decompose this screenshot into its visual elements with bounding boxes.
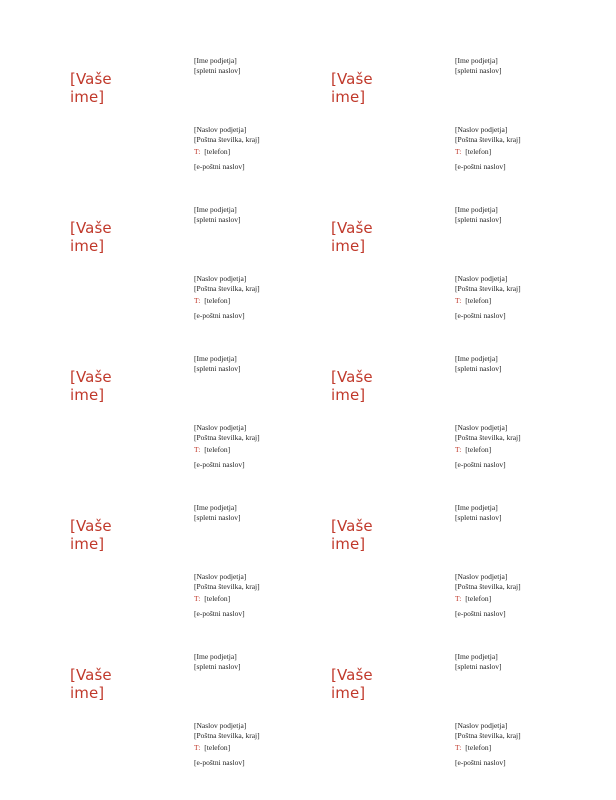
phone-number: [telefon]: [204, 445, 231, 454]
card-address-block: [455, 572, 521, 591]
phone-prefix: T:: [455, 743, 462, 752]
name-line-2: ime]: [70, 386, 105, 404]
company-name: [Ime podjetja]: [194, 652, 237, 661]
business-card: [331, 646, 561, 786]
name-line-1: [Vaše: [70, 517, 112, 535]
company-name: [Ime podjetja]: [194, 354, 237, 363]
name-line-1: [Vaše: [70, 666, 112, 684]
card-address-block: [455, 274, 521, 293]
card-email: [e-poštni naslov]: [194, 311, 245, 320]
phone-number: [telefon]: [204, 743, 231, 752]
address-line-1: [Naslov podjetja]: [194, 423, 247, 432]
website: [spletni naslov]: [455, 65, 502, 75]
card-name: [70, 368, 112, 404]
card-address-block: [455, 423, 521, 442]
business-card: [331, 497, 561, 637]
phone-prefix: T:: [194, 296, 201, 305]
card-phone: [194, 445, 230, 455]
name-line-1: [Vaše: [70, 70, 112, 88]
name-line-2: ime]: [70, 684, 105, 702]
phone-number: [telefon]: [204, 147, 231, 156]
card-company-block: [455, 56, 501, 75]
card-name: [70, 517, 112, 553]
business-card: [70, 348, 300, 488]
address-line-2: [Poštna številka, kraj]: [455, 134, 521, 144]
address-line-2: [Poštna številka, kraj]: [455, 581, 521, 591]
company-name: [Ime podjetja]: [455, 56, 498, 65]
address-line-2: [Poštna številka, kraj]: [455, 283, 521, 293]
card-email: [e-poštni naslov]: [455, 609, 506, 618]
name-line-2: ime]: [331, 684, 366, 702]
card-email: [e-poštni naslov]: [455, 162, 506, 171]
address-line-1: [Naslov podjetja]: [455, 572, 508, 581]
address-line-2: [Poštna številka, kraj]: [194, 134, 260, 144]
website: [spletni naslov]: [194, 512, 241, 522]
address-line-1: [Naslov podjetja]: [455, 274, 508, 283]
website: [spletni naslov]: [194, 214, 241, 224]
website: [spletni naslov]: [455, 363, 502, 373]
name-line-1: [Vaše: [331, 70, 373, 88]
card-phone: [455, 743, 491, 753]
address-line-1: [Naslov podjetja]: [194, 125, 247, 134]
card-company-block: [194, 354, 240, 373]
card-company-block: [455, 503, 501, 522]
name-line-2: ime]: [70, 535, 105, 553]
business-card: [70, 50, 300, 190]
card-email: [e-poštni naslov]: [455, 311, 506, 320]
address-line-1: [Naslov podjetja]: [455, 125, 508, 134]
company-name: [Ime podjetja]: [194, 205, 237, 214]
name-line-1: [Vaše: [70, 219, 112, 237]
name-line-2: ime]: [70, 237, 105, 255]
card-email: [e-poštni naslov]: [194, 609, 245, 618]
card-name: [70, 70, 112, 106]
address-line-2: [Poštna številka, kraj]: [455, 432, 521, 442]
card-name: [331, 219, 373, 255]
phone-prefix: T:: [455, 594, 462, 603]
card-phone: [194, 594, 230, 604]
phone-number: [telefon]: [465, 296, 492, 305]
card-email: [e-poštni naslov]: [194, 162, 245, 171]
address-line-1: [Naslov podjetja]: [194, 572, 247, 581]
card-address-block: [194, 423, 260, 442]
card-company-block: [194, 503, 240, 522]
company-name: [Ime podjetja]: [455, 205, 498, 214]
address-line-2: [Poštna številka, kraj]: [194, 432, 260, 442]
address-line-2: [Poštna številka, kraj]: [455, 730, 521, 740]
phone-number: [telefon]: [465, 743, 492, 752]
company-name: [Ime podjetja]: [455, 354, 498, 363]
card-company-block: [194, 56, 240, 75]
card-company-block: [455, 354, 501, 373]
address-line-2: [Poštna številka, kraj]: [194, 283, 260, 293]
name-line-2: ime]: [331, 386, 366, 404]
address-line-2: [Poštna številka, kraj]: [194, 581, 260, 591]
name-line-2: ime]: [331, 88, 366, 106]
card-name: [331, 666, 373, 702]
card-phone: [194, 743, 230, 753]
phone-number: [telefon]: [465, 594, 492, 603]
business-card: [70, 199, 300, 339]
name-line-2: ime]: [70, 88, 105, 106]
card-name: [70, 219, 112, 255]
website: [spletni naslov]: [455, 214, 502, 224]
phone-prefix: T:: [455, 445, 462, 454]
address-line-1: [Naslov podjetja]: [455, 423, 508, 432]
address-line-1: [Naslov podjetja]: [194, 274, 247, 283]
name-line-1: [Vaše: [331, 666, 373, 684]
name-line-2: ime]: [331, 535, 366, 553]
phone-prefix: T:: [194, 594, 201, 603]
business-card: [331, 348, 561, 488]
card-address-block: [194, 274, 260, 293]
name-line-1: [Vaše: [331, 517, 373, 535]
website: [spletni naslov]: [194, 661, 241, 671]
card-phone: [455, 147, 491, 157]
card-company-block: [194, 205, 240, 224]
card-name: [331, 368, 373, 404]
card-company-block: [455, 652, 501, 671]
card-email: [e-poštni naslov]: [455, 460, 506, 469]
phone-number: [telefon]: [204, 594, 231, 603]
card-address-block: [194, 125, 260, 144]
card-address-block: [194, 721, 260, 740]
card-company-block: [194, 652, 240, 671]
phone-prefix: T:: [455, 296, 462, 305]
website: [spletni naslov]: [194, 65, 241, 75]
card-email: [e-poštni naslov]: [194, 460, 245, 469]
company-name: [Ime podjetja]: [194, 503, 237, 512]
business-card: [70, 497, 300, 637]
card-address-block: [455, 721, 521, 740]
name-line-1: [Vaše: [331, 219, 373, 237]
card-address-block: [455, 125, 521, 144]
company-name: [Ime podjetja]: [455, 503, 498, 512]
company-name: [Ime podjetja]: [194, 56, 237, 65]
name-line-2: ime]: [331, 237, 366, 255]
business-card: [331, 50, 561, 190]
name-line-1: [Vaše: [70, 368, 112, 386]
card-phone: [194, 296, 230, 306]
address-line-2: [Poštna številka, kraj]: [194, 730, 260, 740]
website: [spletni naslov]: [194, 363, 241, 373]
card-company-block: [455, 205, 501, 224]
card-name: [70, 666, 112, 702]
phone-number: [telefon]: [465, 445, 492, 454]
company-name: [Ime podjetja]: [455, 652, 498, 661]
business-card: [331, 199, 561, 339]
phone-prefix: T:: [194, 743, 201, 752]
card-phone: [194, 147, 230, 157]
business-card: [70, 646, 300, 786]
card-email: [e-poštni naslov]: [455, 758, 506, 767]
card-email: [e-poštni naslov]: [194, 758, 245, 767]
website: [spletni naslov]: [455, 512, 502, 522]
phone-prefix: T:: [455, 147, 462, 156]
name-line-1: [Vaše: [331, 368, 373, 386]
card-phone: [455, 296, 491, 306]
card-phone: [455, 445, 491, 455]
phone-number: [telefon]: [465, 147, 492, 156]
website: [spletni naslov]: [455, 661, 502, 671]
phone-prefix: T:: [194, 147, 201, 156]
card-name: [331, 517, 373, 553]
address-line-1: [Naslov podjetja]: [455, 721, 508, 730]
card-address-block: [194, 572, 260, 591]
address-line-1: [Naslov podjetja]: [194, 721, 247, 730]
phone-number: [telefon]: [204, 296, 231, 305]
phone-prefix: T:: [194, 445, 201, 454]
card-phone: [455, 594, 491, 604]
card-name: [331, 70, 373, 106]
